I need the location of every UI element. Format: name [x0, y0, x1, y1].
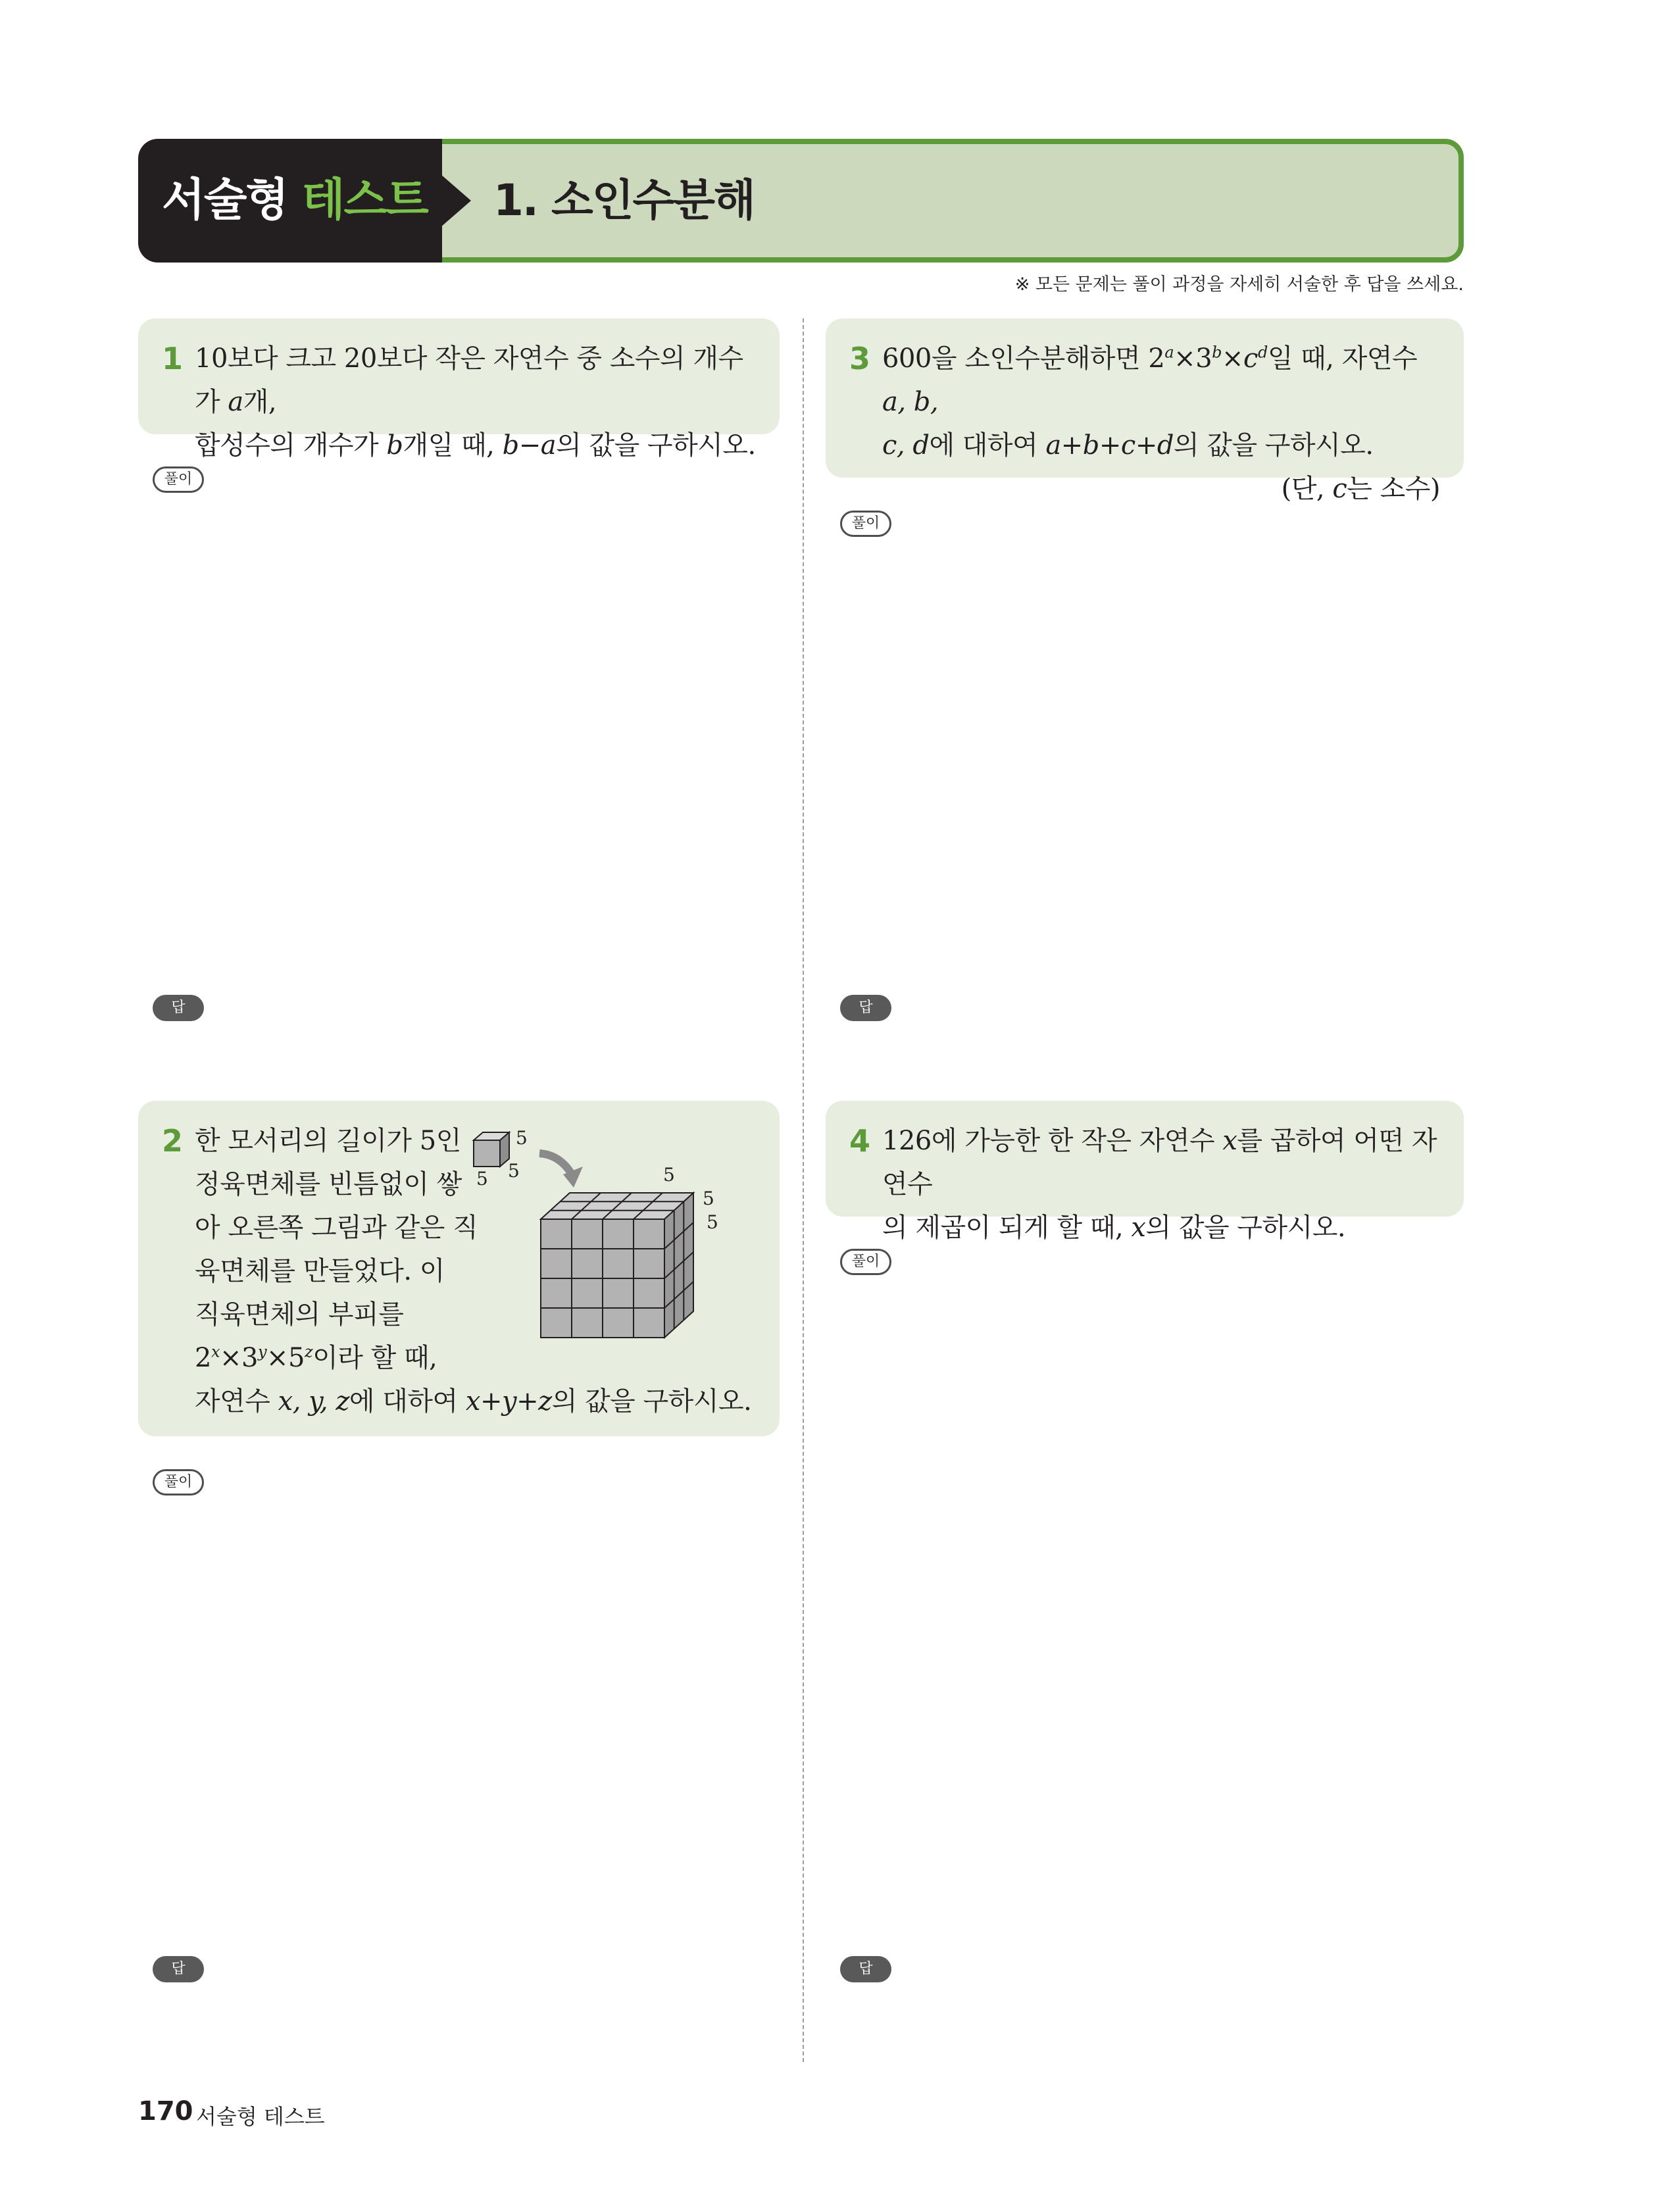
small-cube-label: 5 — [516, 1127, 528, 1149]
question-line: 직육면체의 부피를 — [195, 1299, 404, 1330]
text-run: 개, — [243, 387, 277, 417]
question-line — [882, 424, 1440, 467]
math-var: b — [386, 430, 403, 461]
exponent: b — [1212, 343, 1222, 362]
text-run: 개일 때, — [403, 430, 503, 461]
small-cube-label: 5 — [476, 1168, 488, 1190]
question-1-box — [138, 318, 780, 461]
answer-label: 답 — [840, 1956, 891, 1982]
math-var: c, d — [882, 430, 930, 461]
solution-label: 풀이 — [840, 511, 891, 537]
chapter-header — [138, 139, 1464, 263]
text-run: 이라 할 때, — [312, 1343, 437, 1373]
question-line — [882, 1119, 1440, 1206]
cuboid-label: 5 — [703, 1188, 714, 1209]
header-label-white: 서술형 — [162, 174, 288, 226]
question-number: 1 — [162, 341, 184, 376]
large-cuboid — [541, 1193, 693, 1338]
column-divider — [803, 318, 804, 2062]
text-run: ×3 — [220, 1343, 258, 1373]
cuboid-figure — [467, 1114, 743, 1351]
text-run: 의 값을 구하시오. — [556, 430, 756, 461]
question-number: 2 — [162, 1123, 184, 1159]
question-line: 아 오른쪽 그림과 같은 직 — [195, 1213, 478, 1243]
header-label — [162, 139, 428, 263]
text-run: ×3 — [1174, 343, 1212, 374]
text-run: 의 값을 구하시오. — [1145, 1213, 1346, 1243]
question-2-box — [138, 1101, 780, 1436]
text-run: 를 곱하여 어떤 자연수 — [882, 1126, 1437, 1199]
question-line — [195, 337, 756, 424]
math-var: a, b, — [882, 387, 939, 417]
text-run: ×5 — [266, 1343, 305, 1373]
math-var: x — [1131, 1213, 1146, 1243]
text-run: 의 값을 구하시오. — [1173, 430, 1374, 461]
text-run: 일 때, 자연수 — [1267, 343, 1418, 374]
answer-label: 답 — [153, 995, 204, 1021]
question-1-text — [195, 337, 756, 467]
math-expr: b−a — [502, 430, 557, 461]
question-line: 한 모서리의 길이가 5인 — [195, 1126, 461, 1156]
small-cube — [474, 1132, 509, 1167]
question-number: 4 — [849, 1123, 871, 1159]
question-line — [882, 337, 1440, 424]
text-run: 의 제곱이 되게 할 때, — [882, 1213, 1132, 1243]
answer-label: 답 — [153, 1956, 204, 1982]
text-run: 의 값을 구하시오. — [551, 1386, 752, 1417]
text-run: 합성수의 개수가 — [195, 430, 387, 461]
question-4-box — [826, 1101, 1464, 1243]
question-line: 육면체를 만들었다. 이 — [195, 1256, 445, 1286]
page-number: 170 — [138, 2096, 193, 2126]
exponent: d — [1257, 343, 1268, 362]
math-var: x — [1222, 1126, 1237, 1156]
text-run: 2 — [195, 1343, 211, 1373]
question-condition — [882, 467, 1440, 511]
answer-label: 답 — [840, 995, 891, 1021]
text-run: 에 대하여 — [929, 430, 1046, 461]
question-4-text — [882, 1119, 1440, 1249]
arrow-icon — [539, 1153, 583, 1188]
solution-label: 풀이 — [840, 1249, 891, 1275]
cuboid-label: 5 — [707, 1211, 718, 1233]
question-line — [195, 1380, 756, 1423]
question-number: 3 — [849, 341, 871, 376]
exponent: z — [305, 1342, 313, 1361]
exponent: y — [257, 1342, 267, 1361]
solution-label: 풀이 — [153, 1469, 204, 1496]
small-cube-label: 5 — [508, 1160, 520, 1182]
text-run: 에 대하여 — [349, 1386, 466, 1417]
header-label-green: 테스트 — [301, 174, 428, 226]
exponent: a — [1164, 343, 1174, 362]
header-arrow-icon — [441, 174, 471, 227]
footer-section: 서술형 테스트 — [196, 2104, 325, 2129]
text-run: 10보다 크고 20보다 작은 자연수 중 소수의 개수가 — [195, 343, 743, 417]
instruction-note: ※ 모든 문제는 풀이 과정을 자세히 서술한 후 답을 쓰세요. — [1014, 274, 1464, 295]
math-expr: ×c — [1222, 343, 1258, 374]
math-expr: x+y+z — [465, 1386, 552, 1417]
text-run: 600을 소인수분해하면 2 — [882, 343, 1165, 374]
math-var: a — [228, 387, 243, 417]
text-run: 126에 가능한 한 작은 자연수 — [882, 1126, 1223, 1156]
question-line — [882, 1206, 1440, 1249]
question-line — [195, 424, 756, 467]
question-3-box — [826, 318, 1464, 504]
text-run: 자연수 — [195, 1386, 278, 1417]
exponent: x — [211, 1342, 220, 1361]
question-3-text — [882, 337, 1440, 511]
solution-label: 풀이 — [153, 466, 204, 493]
chapter-title: 1. 소인수분해 — [493, 175, 755, 226]
question-line: 정육면체를 빈틈없이 쌓 — [195, 1169, 462, 1199]
math-var: c — [1332, 474, 1347, 504]
math-expr: a+b+c+d — [1045, 430, 1174, 461]
text-run: (단, — [1281, 474, 1333, 504]
math-var: x, y, z — [278, 1386, 349, 1417]
cuboid-label: 5 — [663, 1164, 675, 1186]
text-run: 는 소수) — [1347, 474, 1440, 504]
